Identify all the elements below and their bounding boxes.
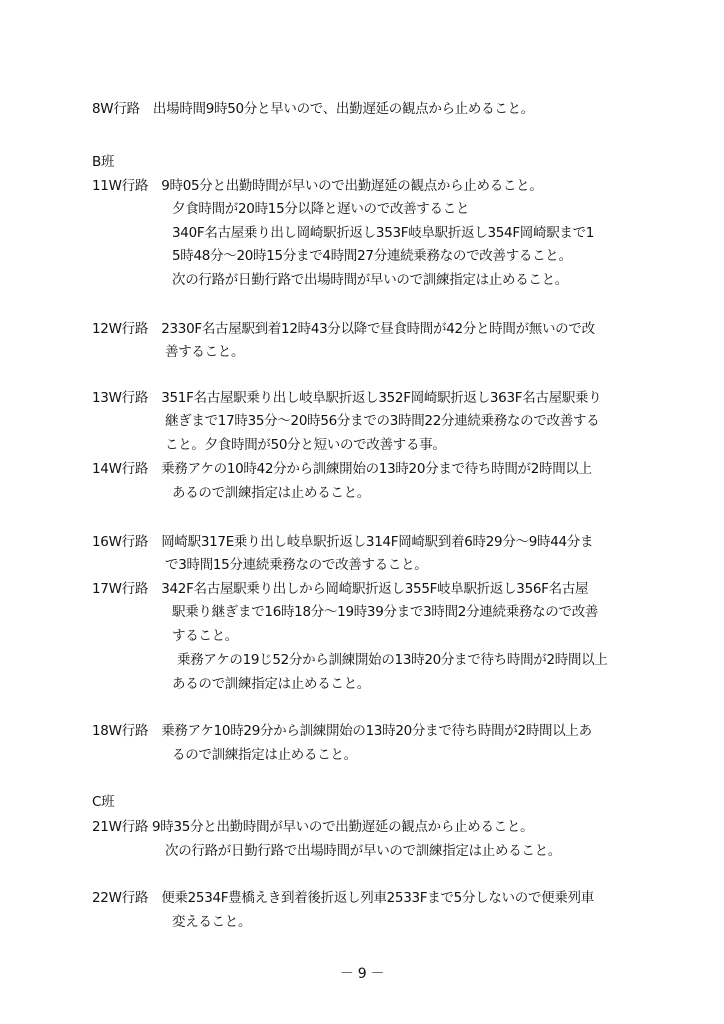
- text-line-22w: 22W行路 便乗2534F豊橋えき到着後折返し列車2533Fまで5分しないので便乗列車: [92, 890, 594, 906]
- text-line-18w: 18W行路 乗務アケ10時29分から訓練開始の13時20分まで待ち時間が2時間以上あ: [92, 723, 592, 739]
- text-line-17w-2: 駅乗り継ぎまで16時18分～19時39分まで3時間2分連続乗務なので改善: [172, 604, 599, 620]
- text-line-12w-2: 善すること。: [165, 344, 245, 360]
- text-line-17w-3: すること。: [172, 628, 238, 644]
- text-line-17w-5: あるので訓練指定は止めること。: [172, 676, 370, 692]
- text-line-12w: 12W行路 2330F名古屋駅到着12時43分以降で昼食時間が42分と時間が無いので改: [92, 321, 595, 337]
- text-line-16w-2: で3時間15分連続乗務なので改善すること。: [165, 557, 428, 573]
- text-line-11w-3: 340F名古屋乗り出し岡崎駅折返し353F岐阜駅折返し354F岡崎駅まで1: [172, 225, 595, 241]
- text-line-13w-2: 継ぎまで17時35分～20時56分までの3時間22分連続乗務なので改善する: [165, 413, 600, 429]
- text-line-8w: 8W行路 出場時間9時50分と早いので、出勤遅延の観点から止めること。: [92, 101, 534, 117]
- text-line-13w: 13W行路 351F名古屋駅乗り出し岐阜駅折返し352F岡崎駅折返し363F名古屋駅乗り: [92, 390, 602, 406]
- text-line-21w-2: 次の行路が日勤行路で出場時間が早いので訓練指定は止めること。: [165, 843, 561, 859]
- text-line-11w: 11W行路 9時05分と出勤時間が早いので出勤遅延の観点から止めること。: [92, 178, 543, 194]
- text-line-11w-4: 5時48分～20時15分まで4時間27分連続乗務なので改善すること。: [172, 248, 572, 264]
- text-line-21w: 21W行路 9時35分と出勤時間が早いので出勤遅延の観点から止めること。: [92, 819, 534, 835]
- text-line-11w-5: 次の行路が日勤行路で出場時間が早いので訓練指定は止めること。: [172, 272, 568, 288]
- section-heading-b: B班: [92, 154, 115, 170]
- text-line-17w: 17W行路 342F名古屋駅乗り出しから岡崎駅折返し355F岐阜駅折返し356F名古屋: [92, 581, 589, 597]
- page-number: － 9 －: [339, 966, 385, 982]
- text-line-17w-4: 乗務アケの19じ52分から訓練開始の13時20分まで待ち時間が2時間以上: [177, 652, 608, 668]
- text-line-13w-3: こと。夕食時間が50分と短いので改善する事。: [165, 437, 446, 453]
- section-heading-c: C班: [92, 794, 115, 810]
- text-line-11w-2: 夕食時間が20時15分以降と遅いので改善すること: [172, 201, 470, 217]
- text-line-16w: 16W行路 岡崎駅317E乗り出し岐阜駅折返し314F岡崎駅到着6時29分～9時44分ま: [92, 534, 594, 550]
- text-line-22w-2: 変えること。: [172, 914, 252, 930]
- text-line-14w: 14W行路 乗務アケの10時42分から訓練開始の13時20分まで待ち時間が2時間以上: [92, 461, 592, 477]
- text-line-18w-2: るので訓練指定は止めること。: [172, 747, 357, 763]
- text-line-14w-2: あるので訓練指定は止めること。: [172, 485, 370, 501]
